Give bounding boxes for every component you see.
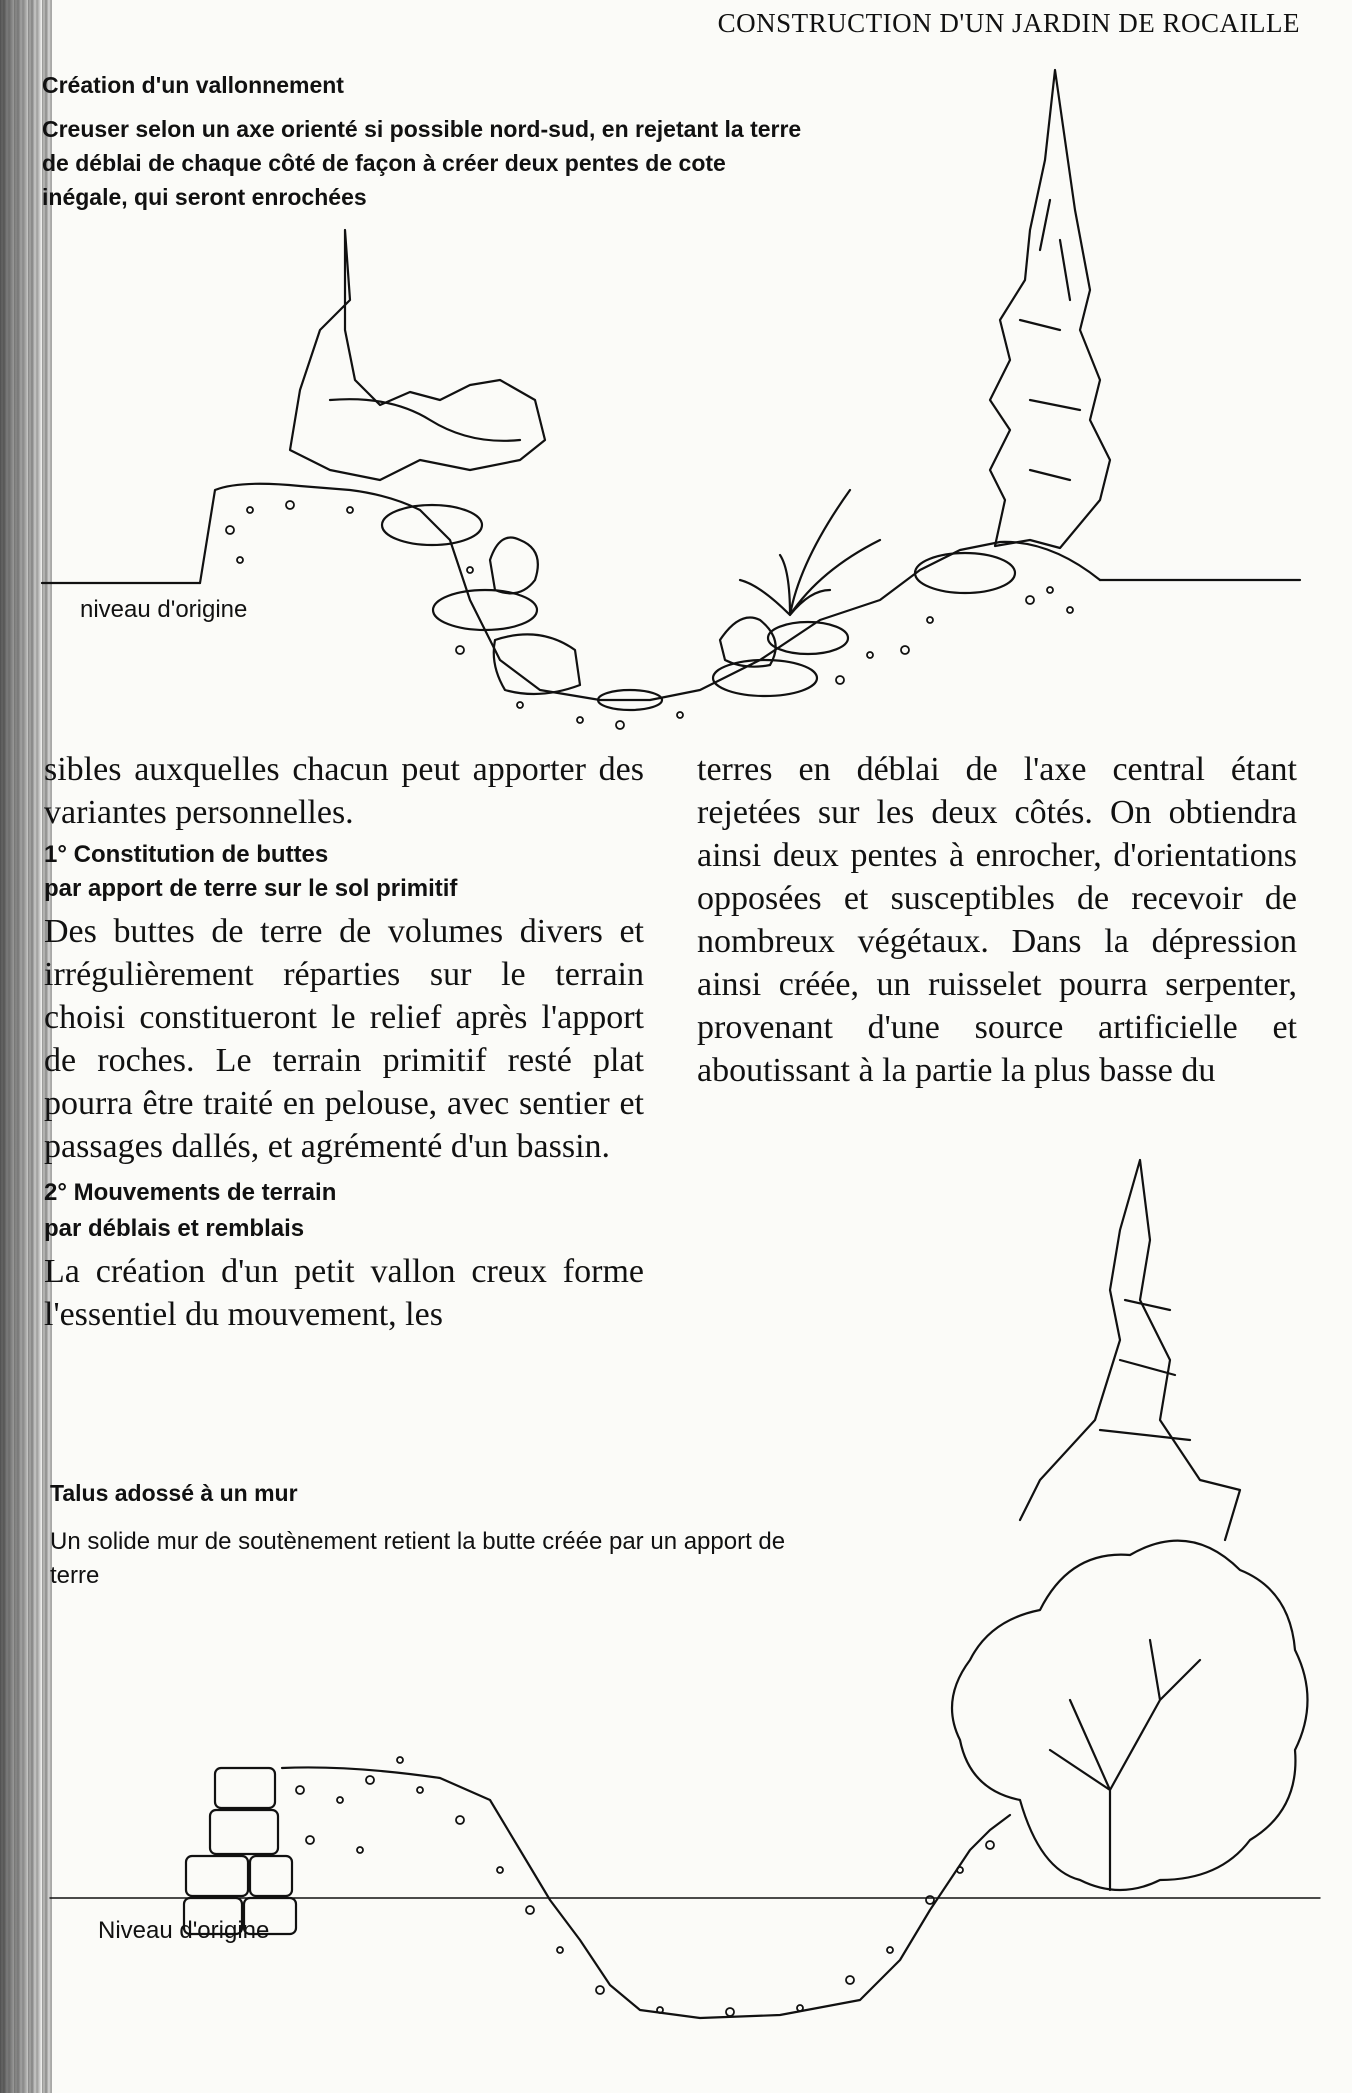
figure2-caption: Un solide mur de soutènement retient la butte créée par un apport de terre xyxy=(50,1528,786,1589)
fig2-wall-stone xyxy=(210,1810,278,1854)
section2-text: La création d'un petit vallon creux forme l'essentiel du mouvement, les xyxy=(44,1253,644,1333)
right-text: terres en déblai de l'axe central étant rejetées sur les deux côtés. On obtiendra ainsi deux pentes à enrocher, d'orientations opposées et susceptibles de recevoir de nombreux végétaux. Dans la dépression ainsi créée, un ruisselet pourra serpenter, provenant d'une source artificielle et aboutissant à la partie la plus basse du xyxy=(697,751,1297,1089)
figure2-level-label: Niveau d'origine xyxy=(98,1917,270,1944)
section1-title-line1: 1° Constitution de buttes xyxy=(44,841,329,868)
fig2-wall-stone xyxy=(250,1856,292,1896)
fig2-conifer-detail xyxy=(1100,1300,1190,1440)
fig2-mound-profile xyxy=(282,1767,1010,2018)
section2-title-line1: 2° Mouvements de terrain xyxy=(44,1179,337,1206)
section1-title-line2: par apport de terre sur le sol primitif xyxy=(44,875,458,902)
fig2-tree-trunk xyxy=(1050,1640,1200,1890)
fig2-tree-canopy xyxy=(952,1541,1308,1890)
running-header: CONSTRUCTION D'UN JARDIN DE ROCAILLE xyxy=(717,8,1300,38)
fig2-wall-stone xyxy=(215,1768,275,1808)
figure1-caption: Creuser selon un axe orienté si possible nord-sud, en rejetant la terre de déblai de chaque côté de façon à créer deux pentes de cote inégale, qui seront enrochées xyxy=(42,116,802,210)
section1-text: Des buttes de terre de volumes divers et irrégulièrement réparties sur le terrain choisi constitueront le relief après l'apport de roches. Le terrain primitif resté plat pourra être traité en pelouse, avec sentier et passages dallés, et agrémenté d'un bassin. xyxy=(44,913,644,1165)
figure1-title: Création d'un vallonnement xyxy=(42,72,344,98)
figure1-level-label: niveau d'origine xyxy=(80,596,248,623)
left-intro: sibles auxquelles chacun peut apporter des variantes personnelles. xyxy=(44,751,644,831)
fig2-wall-stone xyxy=(186,1856,248,1896)
section2-title-line2: par déblais et remblais xyxy=(44,1215,305,1242)
figure2-title: Talus adossé à un mur xyxy=(50,1480,298,1506)
fig2-conifer xyxy=(1020,1160,1240,1540)
